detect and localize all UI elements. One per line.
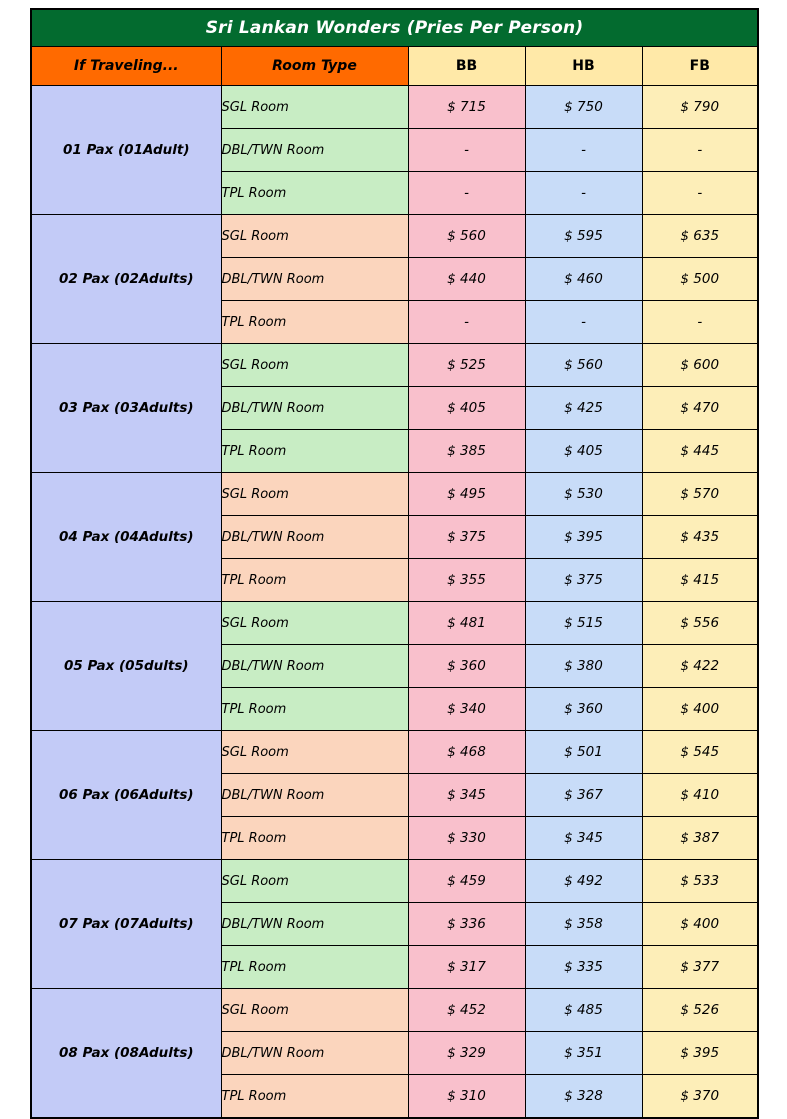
pax-label: 04 Pax (04Adults) [31, 473, 221, 602]
room-type-cell: DBL/TWN Room [221, 129, 408, 172]
price-cell-hb: $ 501 [525, 731, 642, 774]
price-cell-fb: $ 370 [642, 1075, 758, 1119]
price-cell-hb: - [525, 301, 642, 344]
price-cell-hb: $ 380 [525, 645, 642, 688]
table-row [31, 602, 758, 645]
room-type-cell: TPL Room [221, 817, 408, 860]
price-cell-fb: $ 635 [642, 215, 758, 258]
price-cell-fb: $ 387 [642, 817, 758, 860]
header-row [31, 47, 758, 86]
table-row [31, 860, 758, 903]
price-cell-hb: $ 492 [525, 860, 642, 903]
column-header-hb: HB [525, 47, 642, 86]
price-cell-fb: $ 533 [642, 860, 758, 903]
pax-label: 02 Pax (02Adults) [31, 215, 221, 344]
room-type-cell: DBL/TWN Room [221, 387, 408, 430]
room-type-cell: DBL/TWN Room [221, 1032, 408, 1075]
price-cell-bb: - [408, 172, 525, 215]
room-type-cell: DBL/TWN Room [221, 258, 408, 301]
room-type-cell: SGL Room [221, 860, 408, 903]
pax-label: 06 Pax (06Adults) [31, 731, 221, 860]
price-cell-hb: $ 485 [525, 989, 642, 1032]
price-cell-hb: $ 328 [525, 1075, 642, 1119]
table-row [31, 473, 758, 516]
room-type-cell: SGL Room [221, 989, 408, 1032]
price-cell-bb: $ 525 [408, 344, 525, 387]
price-cell-bb: $ 360 [408, 645, 525, 688]
price-cell-fb: $ 422 [642, 645, 758, 688]
price-cell-fb: $ 470 [642, 387, 758, 430]
room-type-cell: TPL Room [221, 172, 408, 215]
pax-label: 07 Pax (07Adults) [31, 860, 221, 989]
room-type-cell: SGL Room [221, 602, 408, 645]
room-type-cell: TPL Room [221, 301, 408, 344]
room-type-cell: TPL Room [221, 688, 408, 731]
pax-label: 05 Pax (05dults) [31, 602, 221, 731]
price-cell-bb: $ 495 [408, 473, 525, 516]
price-cell-bb: $ 560 [408, 215, 525, 258]
title-row [31, 9, 758, 47]
price-cell-hb: $ 595 [525, 215, 642, 258]
column-header-fb: FB [642, 47, 758, 86]
price-cell-fb: - [642, 301, 758, 344]
room-type-cell: SGL Room [221, 473, 408, 516]
price-cell-hb: - [525, 129, 642, 172]
price-cell-hb: $ 358 [525, 903, 642, 946]
column-header-pax: If Traveling... [31, 47, 221, 86]
price-cell-fb: $ 445 [642, 430, 758, 473]
page-title: Sri Lankan Wonders (Pries Per Person) [31, 9, 758, 47]
table-body [31, 9, 758, 1118]
price-cell-fb: $ 400 [642, 903, 758, 946]
price-cell-hb: $ 351 [525, 1032, 642, 1075]
room-type-cell: DBL/TWN Room [221, 516, 408, 559]
room-type-cell: SGL Room [221, 86, 408, 129]
price-cell-fb: $ 415 [642, 559, 758, 602]
price-cell-bb: $ 440 [408, 258, 525, 301]
column-header-bb: BB [408, 47, 525, 86]
table-row [31, 989, 758, 1032]
price-cell-bb: - [408, 301, 525, 344]
price-cell-bb: $ 336 [408, 903, 525, 946]
pax-label: 03 Pax (03Adults) [31, 344, 221, 473]
price-cell-bb: $ 340 [408, 688, 525, 731]
room-type-cell: SGL Room [221, 215, 408, 258]
price-cell-hb: $ 345 [525, 817, 642, 860]
price-cell-fb: $ 395 [642, 1032, 758, 1075]
price-cell-hb: $ 560 [525, 344, 642, 387]
price-cell-bb: $ 481 [408, 602, 525, 645]
room-type-cell: DBL/TWN Room [221, 645, 408, 688]
price-cell-fb: - [642, 172, 758, 215]
pricing-table [30, 8, 759, 1119]
price-cell-hb: $ 375 [525, 559, 642, 602]
room-type-cell: TPL Room [221, 1075, 408, 1119]
price-cell-fb: $ 377 [642, 946, 758, 989]
room-type-cell: SGL Room [221, 731, 408, 774]
price-cell-fb: $ 790 [642, 86, 758, 129]
room-type-cell: SGL Room [221, 344, 408, 387]
price-cell-bb: $ 310 [408, 1075, 525, 1119]
column-header-room: Room Type [221, 47, 408, 86]
pax-label: 08 Pax (08Adults) [31, 989, 221, 1119]
price-cell-fb: $ 410 [642, 774, 758, 817]
price-cell-fb: $ 500 [642, 258, 758, 301]
price-cell-hb: - [525, 172, 642, 215]
room-type-cell: TPL Room [221, 946, 408, 989]
price-cell-bb: $ 385 [408, 430, 525, 473]
price-cell-fb: $ 400 [642, 688, 758, 731]
room-type-cell: DBL/TWN Room [221, 774, 408, 817]
table-row [31, 86, 758, 129]
price-cell-fb: $ 600 [642, 344, 758, 387]
price-cell-fb: $ 435 [642, 516, 758, 559]
price-cell-hb: $ 335 [525, 946, 642, 989]
pax-label: 01 Pax (01Adult) [31, 86, 221, 215]
price-cell-bb: $ 329 [408, 1032, 525, 1075]
price-cell-hb: $ 750 [525, 86, 642, 129]
price-cell-hb: $ 530 [525, 473, 642, 516]
price-cell-bb: $ 317 [408, 946, 525, 989]
price-cell-bb: $ 715 [408, 86, 525, 129]
table-row [31, 344, 758, 387]
table-row [31, 731, 758, 774]
price-cell-bb: $ 355 [408, 559, 525, 602]
price-cell-hb: $ 515 [525, 602, 642, 645]
price-cell-bb: $ 452 [408, 989, 525, 1032]
price-cell-fb: $ 526 [642, 989, 758, 1032]
price-cell-bb: $ 375 [408, 516, 525, 559]
price-cell-hb: $ 367 [525, 774, 642, 817]
price-cell-fb: $ 545 [642, 731, 758, 774]
price-cell-fb: $ 556 [642, 602, 758, 645]
price-cell-hb: $ 425 [525, 387, 642, 430]
table-row [31, 215, 758, 258]
price-cell-hb: $ 395 [525, 516, 642, 559]
price-cell-hb: $ 460 [525, 258, 642, 301]
room-type-cell: TPL Room [221, 430, 408, 473]
price-cell-bb: $ 459 [408, 860, 525, 903]
room-type-cell: TPL Room [221, 559, 408, 602]
price-cell-hb: $ 360 [525, 688, 642, 731]
price-cell-bb: $ 345 [408, 774, 525, 817]
price-cell-bb: - [408, 129, 525, 172]
price-cell-bb: $ 468 [408, 731, 525, 774]
price-cell-bb: $ 330 [408, 817, 525, 860]
room-type-cell: DBL/TWN Room [221, 903, 408, 946]
price-cell-bb: $ 405 [408, 387, 525, 430]
price-cell-hb: $ 405 [525, 430, 642, 473]
price-cell-fb: $ 570 [642, 473, 758, 516]
price-cell-fb: - [642, 129, 758, 172]
